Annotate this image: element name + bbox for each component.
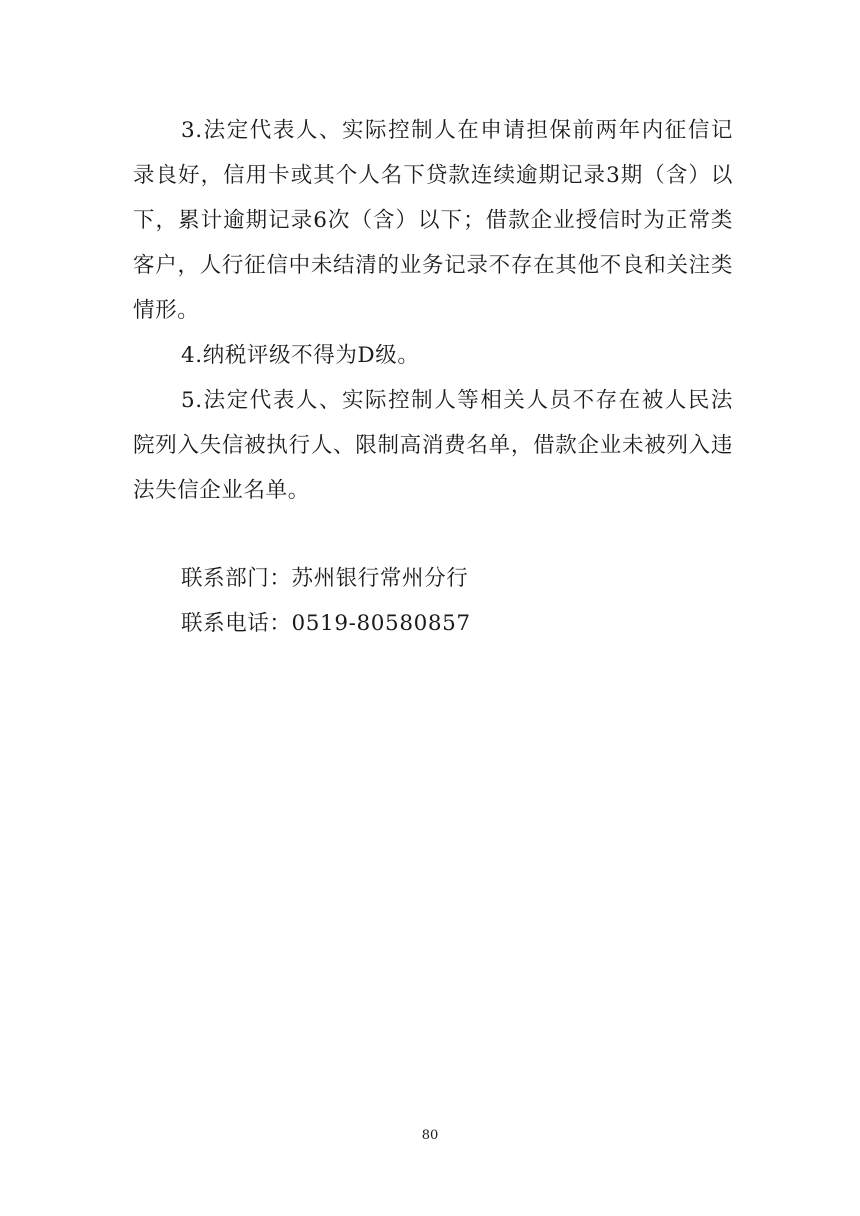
paragraph-credit-record: 3.法定代表人、实际控制人在申请担保前两年内征信记录良好，信用卡或其个人名下贷款连续逾期记录3期（含）以下，累计逾期记录6次（含）以下；借款企业授信时为正常类客户，人行征信中未结清的业务记录不存在其他不良和关注类情形。 (133, 118, 733, 323)
paragraph-dishonesty-list: 5.法定代表人、实际控制人等相关人员不存在被人民法院列入失信被执行人、限制高消费名单，借款企业未被列入违法失信企业名单。 (133, 388, 733, 503)
contact-department: 联系部门：苏州银行常州分行 (181, 566, 469, 591)
document-body (133, 108, 733, 513)
contact-phone: 联系电话：0519-80580857 (181, 611, 471, 636)
contact-block (181, 556, 741, 646)
page-number: 80 (421, 1128, 439, 1143)
paragraph-tax-rating: 4.纳税评级不得为D级。 (181, 343, 420, 368)
